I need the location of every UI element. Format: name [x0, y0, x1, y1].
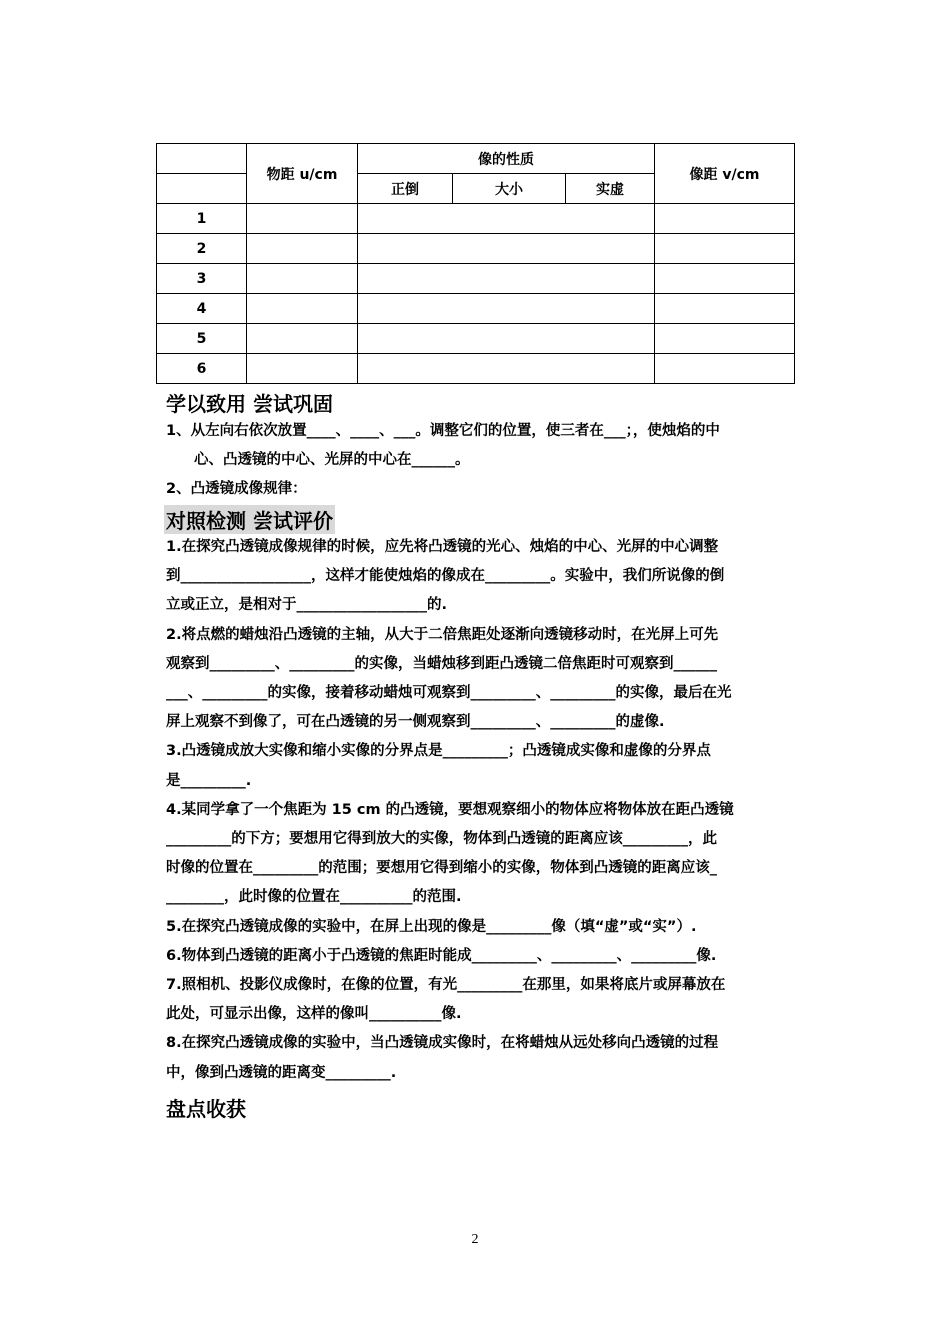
- section2-questions: [166, 533, 786, 1088]
- row-number: 4: [157, 294, 247, 324]
- text-line: 7.照相机、投影仪成像时，在像的位置，有光_________在那里，如果将底片或屏幕放在: [166, 977, 726, 994]
- q2-line: 2、凸透镜成像规律：: [166, 481, 307, 498]
- cell-object-distance[interactable]: [247, 234, 358, 264]
- cell-image-nature[interactable]: [358, 354, 655, 384]
- text-line: 屏上观察不到像了，可在凸透镜的另一侧观察到_________、_________的虚像.: [166, 714, 665, 731]
- text-line: 此处，可显示出像，这样的像叫__________像.: [166, 1006, 462, 1023]
- row-number: 3: [157, 264, 247, 294]
- q1-line2: 心、凸透镜的中心、光屏的中心在______。: [194, 452, 470, 469]
- text-line: 2.将点燃的蜡烛沿凸透镜的主轴，从大于二倍焦距处逐渐向透镜移动时，在光屏上可先: [166, 626, 719, 643]
- table-corner-cell: [157, 144, 247, 174]
- cell-object-distance[interactable]: [247, 204, 358, 234]
- text-line: 5.在探究凸透镜成像的实验中，在屏上出现的像是_________像（填“虚”或“实”）.: [166, 918, 697, 935]
- text-line: 是_________.: [166, 772, 252, 789]
- row-number: 5: [157, 324, 247, 354]
- text-line: 1.在探究凸透镜成像规律的时候，应先将凸透镜的光心、烛焰的中心、光屏的中心调整: [166, 539, 719, 555]
- text-line: 4.某同学拿了一个焦距为 15 cm 的凸透镜，要想观察细小的物体应将物体放在距凸透镜: [166, 801, 734, 818]
- q1-line1: 1、从左向右依次放置____、____、___。调整它们的位置，使三者在___；，使烛焰的中: [166, 423, 720, 439]
- header-image-distance: 像距 v/cm: [655, 144, 795, 204]
- cell-image-nature[interactable]: [358, 204, 655, 234]
- text-line: 8.在探究凸透镜成像的实验中，当凸透镜成实像时，在将蜡烛从远处移向凸透镜的过程: [166, 1035, 719, 1052]
- table-row: [157, 264, 795, 294]
- cell-image-distance[interactable]: [655, 294, 795, 324]
- text-line: 3.凸透镜成放大实像和缩小实像的分界点是_________；凸透镜成实像和虚像的分界点: [166, 743, 711, 760]
- text-line: 中，像到凸透镜的距离变_________.: [166, 1064, 397, 1081]
- header-image-nature: 像的性质: [358, 144, 655, 174]
- cell-image-nature[interactable]: [358, 264, 655, 294]
- section-title-apply: 学以致用 尝试巩固: [166, 392, 333, 416]
- header-real-virtual: 实虚: [566, 174, 655, 204]
- row-number: 6: [157, 354, 247, 384]
- cell-object-distance[interactable]: [247, 324, 358, 354]
- text-line: 6.物体到凸透镜的距离小于凸透镜的焦距时能成_________、_________、_________像.: [166, 947, 717, 964]
- table-row: [157, 324, 795, 354]
- table-row: [157, 204, 795, 234]
- text-line: 时像的位置在_________的范围；要想用它得到缩小的实像，物体到凸透镜的距离应该_: [166, 860, 717, 877]
- page-number: 2: [471, 1232, 479, 1247]
- table-row: [157, 234, 795, 264]
- cell-object-distance[interactable]: [247, 294, 358, 324]
- section-title-summary: 盘点收获: [166, 1097, 246, 1121]
- experiment-table: [156, 143, 795, 384]
- cell-image-distance[interactable]: [655, 234, 795, 264]
- cell-object-distance[interactable]: [247, 354, 358, 384]
- cell-image-nature[interactable]: [358, 234, 655, 264]
- table-row: [157, 354, 795, 384]
- text-line: 观察到_________、_________的实像，当蜡烛移到距凸透镜二倍焦距时可观察到______: [166, 655, 717, 672]
- header-size: 大小: [453, 174, 566, 204]
- cell-image-nature[interactable]: [358, 324, 655, 354]
- cell-object-distance[interactable]: [247, 264, 358, 294]
- table-corner-cell-2: [157, 174, 247, 204]
- section1-questions: [166, 417, 786, 505]
- cell-image-distance[interactable]: [655, 324, 795, 354]
- section-title-check: 对照检测 尝试评价: [164, 505, 335, 534]
- cell-image-nature[interactable]: [358, 294, 655, 324]
- cell-image-distance[interactable]: [655, 264, 795, 294]
- text-line: 立或正立，是相对于__________________的.: [166, 597, 448, 614]
- text-line: ________，此时像的位置在__________的范围.: [166, 889, 462, 906]
- row-number: 2: [157, 234, 247, 264]
- text-line: _________的下方；要想用它得到放大的实像，物体到凸透镜的距离应该_________，此: [166, 831, 717, 848]
- table-row: [157, 294, 795, 324]
- header-orientation: 正倒: [358, 174, 453, 204]
- header-object-distance: 物距 u/cm: [247, 144, 358, 204]
- text-line: 到__________________，这样才能使烛焰的像成在_________。实验中，我们所说像的倒: [166, 568, 725, 585]
- cell-image-distance[interactable]: [655, 354, 795, 384]
- row-number: 1: [157, 204, 247, 234]
- cell-image-distance[interactable]: [655, 204, 795, 234]
- text-line: ___、_________的实像，接着移动蜡烛可观察到_________、_________的实像，最后在光: [166, 685, 732, 702]
